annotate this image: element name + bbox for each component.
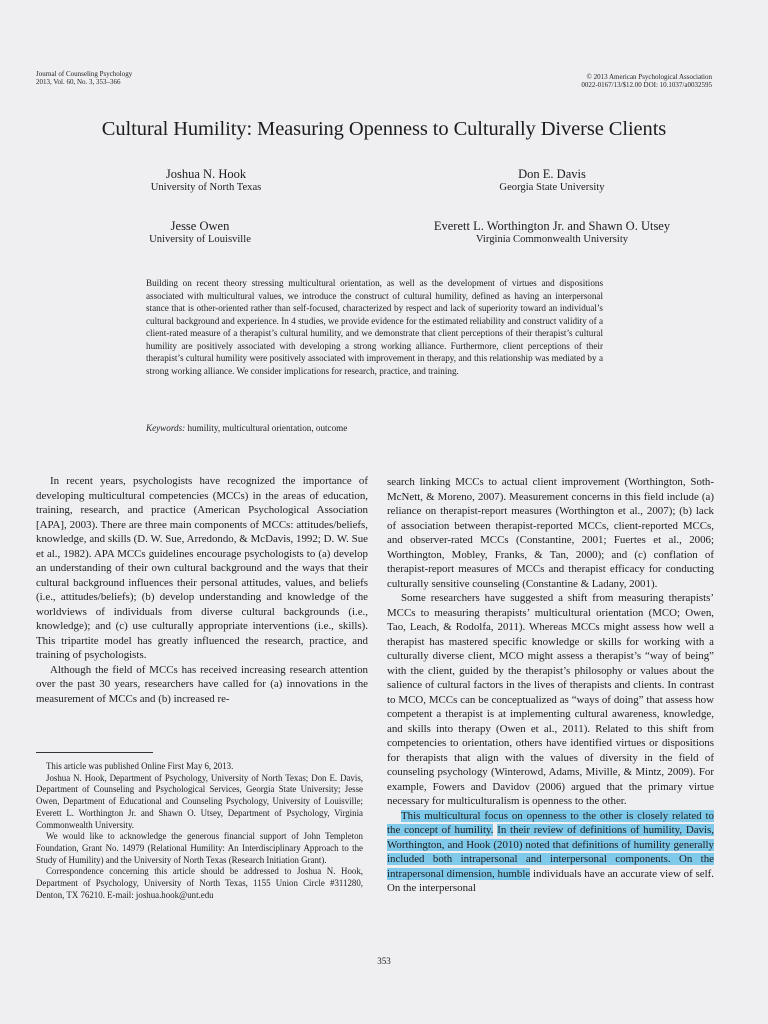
copyright-line: © 2013 American Psychological Association — [586, 73, 712, 81]
author-name: Everett L. Worthington Jr. and Shawn O. Utsey — [433, 219, 671, 233]
author-block-worthington-utsey — [396, 220, 708, 246]
text-highlight[interactable]: This multicultural focus on openness to the other is closely related to the concept of humility. — [387, 809, 714, 836]
copyright-notice — [581, 73, 712, 90]
article-title: Cultural Humility: Measuring Openness to Culturally Diverse Clients — [101, 118, 667, 140]
journal-citation — [36, 70, 132, 87]
page-number: 353 — [377, 956, 391, 966]
author-name: Don E. Davis — [518, 167, 586, 181]
keywords-label: Keywords: — [146, 423, 186, 433]
journal-volume: 2013, Vol. 60, No. 3, 353–366 — [36, 78, 121, 87]
text-highlight[interactable]: In their review of definitions of humility, Davis, Worthington, and Hook (2010) noted that definitions of humility generally included both intrapersonal and interpersonal components. On the intrapersonal dimension, humble — [387, 824, 714, 880]
footnote-affiliations: Joshua N. Hook, Department of Psychology, University of North Texas; Don E. Davis, Department of Counseling and Psychological Services, Georgia State University; Jesse Owen, Department of Educational and Counseling Psychology, University of Louisville; Everett L. Worthington Jr. and Shawn O. Utsey, Department of Psychology, Virginia Commonwealth University. — [36, 772, 363, 830]
body-column-left — [36, 474, 368, 706]
footnotes — [36, 761, 363, 901]
footnote-divider — [36, 752, 153, 753]
author-name: Joshua N. Hook — [165, 167, 247, 181]
footnote-acknowledgments: We would like to acknowledge the generous financial support of John Templeton Foundation, Grant No. 14979 (Relational Humility: An Interdisciplinary Approach to the Study of Humility) and the University of North Texas (Research Initiation Grant). — [36, 831, 363, 865]
body-paragraph: In recent years, psychologists have recognized the importance of developing multicultural competencies (MCCs) in the areas of education, training, research, and practice (American Psychological Association [APA], 2003). There are three main components of MCCs: attitudes/beliefs, knowledge, and skills (D. W. Sue, Arredondo, & McDavis, 1992; D. W. Sue et al., 1982). APA MCCs guidelines encourage psychologists to (a) develop an understanding of their own cultural background and the ways that their cultural background influences their personal attitudes, values, and beliefs (i.e., attitudes/beliefs); (b) develop understanding and knowledge of the worldviews of individuals from diverse cultural backgrounds (i.e., knowledge); and (c) use culturally appropriate interventions (i.e., skills). This tripartite model has greatly influenced the research, practice, and training of psychologists. — [36, 475, 368, 661]
body-paragraph: search linking MCCs to actual client improvement (Worthington, Soth-McNett, & Moreno, 2007). Measurement concerns in this field include (a) reliance on therapist-report measures (Worthington et al., 2007); (b) lack of association between therapist-reported MCCs, client-reported MCCs, and observer-rated MCCs (Constantine, 2001; Fuertes et al., 2006; Worthington, Mobley, Franks, & Tan, 2000); and (c) conflation of therapist-report measures of MCCs and therapist efficacy for conducting culturally sensitive counseling (Constantine & Ladany, 2001). — [387, 476, 714, 590]
footnote-published: This article was published Online First May 6, 2013. — [46, 761, 234, 771]
author-block-hook — [106, 168, 306, 194]
author-affiliation: Virginia Commonwealth University — [475, 234, 629, 245]
author-affiliation: Georgia State University — [499, 182, 605, 193]
body-column-right — [387, 475, 714, 896]
body-paragraph-highlighted — [387, 809, 714, 896]
body-paragraph: Some researchers have suggested a shift from measuring therapists’ MCCs to measuring therapists’ multicultural orientation (MCO; Owen, Tao, Leach, & Rodolfa, 2011). Whereas MCCs might assess how well a therapist has mastered specific knowledge or skills for working with a culturally diverse client, MCO might assess a therapist’s “way of being” with the client, guided by the therapist’s philosophy or values about the salience of cultural factors in the lives of therapists and clients. In contrast to MCO, MCCs can be conceptualized as “ways of doing” that assess how competent a therapist is at implementing cultural awareness, knowledge, and skills into therapy (Owen et al., 2011). Related to this shift from competencies to orientation, others have identified virtues or dispositions for therapists that align with the values of diversity in the field of counseling psychology (Winterowd, Adams, Miville, & Mintz, 2009). For example, Fowers and Davidov (2006) argued that the primary virtue necessary for multiculturalism is openness to the other. — [387, 592, 714, 807]
body-paragraph: Although the field of MCCs has received increasing research attention over the past 30 years, researchers have called for (a) innovations in the measurement of MCCs and (b) increased re- — [36, 663, 368, 705]
author-affiliation: University of Louisville — [149, 234, 251, 245]
body-text: individuals have an accurate view of self. On the interpersonal — [387, 867, 714, 894]
author-name: Jesse Owen — [170, 219, 230, 233]
keywords-list: humility, multicultural orientation, outcome — [185, 423, 348, 433]
author-block-owen — [100, 220, 300, 246]
footnote-correspondence: Correspondence concerning this article should be addressed to Joshua N. Hook, Department of Psychology, University of North Texas, 1155 Union Circle #311280, Denton, TX 76210. E-mail: joshua.hook@unt.edu — [36, 866, 363, 900]
author-affiliation: University of North Texas — [150, 182, 262, 193]
doi-line: 0022-0167/13/$12.00 DOI: 10.1037/a0032595 — [581, 81, 712, 90]
abstract: Building on recent theory stressing multicultural orientation, as well as the development of virtues and dispositions associated with multicultural values, we introduce the construct of cultural humility, defined as having an interpersonal stance that is other-oriented rather than self-focused, characterized by respect and lack of superiority toward an individual’s cultural background and experience. In 4 studies, we provide evidence for the estimated reliability and construct validity of a client-rated measure of a therapist’s cultural humility, and we demonstrate that client perceptions of their therapist’s cultural humility are positively associated with developing a strong working alliance. Furthermore, client perceptions of their therapist’s cultural humility were positively associated with improvement in therapy, and this relationship was mediated by a strong working alliance. We consider implications for research, practice, and training. — [146, 278, 603, 376]
author-block-davis — [452, 168, 652, 194]
keywords — [146, 423, 347, 433]
journal-name: Journal of Counseling Psychology — [36, 70, 133, 78]
